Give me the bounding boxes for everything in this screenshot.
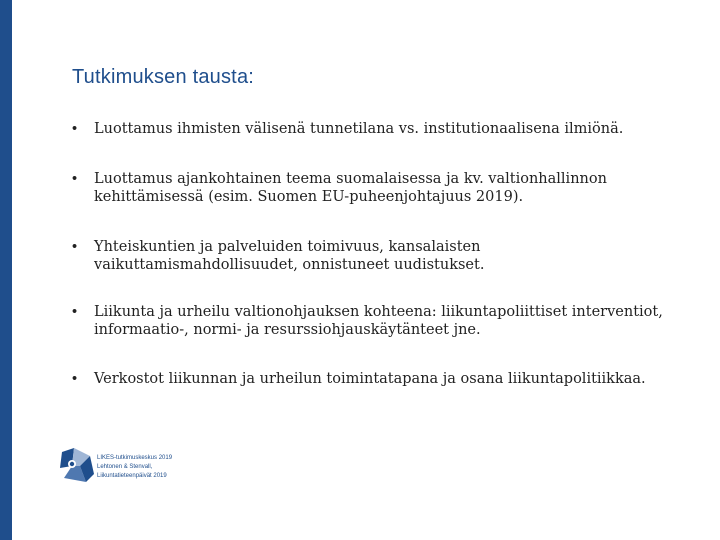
- bullet-text: Luottamus ihmisten välisenä tunnetilana vs. institutionaalisena ilmiönä.: [94, 121, 624, 137]
- bullet-marker: •: [72, 371, 78, 387]
- likes-logo-icon: [60, 448, 94, 484]
- bullet-item: [72, 303, 672, 339]
- footer-line: LIKES-tutkimuskeskus 2019: [97, 455, 173, 461]
- bullet-marker: •: [72, 239, 78, 255]
- bullet-item: [72, 170, 672, 206]
- bullet-item: [72, 120, 672, 138]
- footer-credits: [97, 454, 172, 481]
- bullet-item: [72, 238, 672, 274]
- bullet-marker: •: [72, 304, 78, 320]
- bullet-text: Luottamus ajankohtainen teema suomalaisessa ja kv. valtionhallinnon kehittämisessä (esim. Suomen EU-puheenjohtajuus 2019).: [94, 171, 607, 205]
- bullet-marker: •: [72, 171, 78, 187]
- bullet-text: Liikunta ja urheilu valtionohjauksen kohteena: liikuntapoliittiset interventiot, informaatio-, normi- ja resurssiohjauskäytänteet jne.: [94, 304, 663, 338]
- slide-title: Tutkimuksen tausta:: [72, 66, 255, 88]
- bullet-item: [72, 370, 672, 388]
- footer-line: Liikuntatieteenpäivät 2019: [97, 473, 167, 479]
- bullet-text: Yhteiskuntien ja palveluiden toimivuus, kansalaisten vaikuttamismahdollisuudet, onnistuneet uudistukset.: [94, 239, 485, 273]
- left-accent-bar: [0, 0, 12, 540]
- bullet-list: [72, 120, 672, 388]
- footer-line: Lehtonen & Stenvall,: [97, 464, 153, 470]
- bullet-text: Verkostot liikunnan ja urheilun toimintatapana ja osana liikuntapolitiikkaa.: [94, 371, 646, 387]
- bullet-marker: •: [72, 121, 78, 137]
